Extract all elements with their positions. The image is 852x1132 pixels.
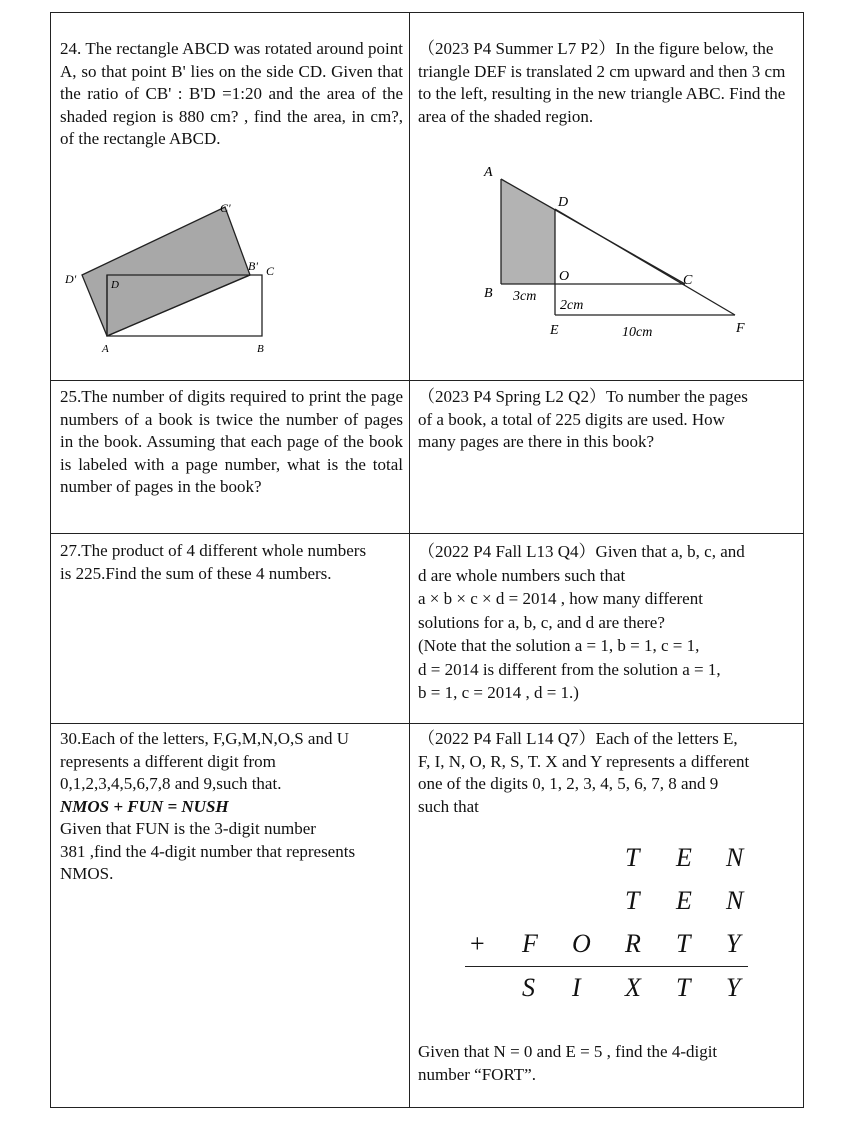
equation: NMOS + FUN = NUSH	[60, 796, 229, 816]
length-3cm: 3cm	[513, 289, 537, 304]
sum-line	[465, 966, 748, 967]
length-10cm: 10cm	[622, 325, 653, 340]
question-2022-fall-14-footer: Given that N = 0 and E = 5 , find the 4-digit number “FORT”.	[418, 1042, 718, 1084]
label-b: B	[484, 286, 493, 301]
label-f: F	[736, 321, 745, 336]
label-b: B	[257, 343, 264, 355]
label-a: A	[484, 165, 493, 180]
label-c-prime: C'	[220, 201, 231, 215]
label-d: D	[111, 279, 119, 291]
label-d-prime: D'	[65, 272, 77, 286]
label-c: C	[683, 273, 693, 288]
question-25-text: 25.The number of digits required to print the page numbers of a book is twice the number of pages in the book. Assuming that each page of the book is labeled with a page number, what is the total number of pages in the book?	[60, 387, 403, 496]
question-24-text: 24. The rectangle ABCD was rotated around point A, so that point B' lies on the side CD. Given that the ratio of CB' : B'D =1:20 and the area of the shaded region is 880 cm? , find the area, in cm?, of the rectangle ABCD.	[60, 39, 403, 148]
label-c: C	[266, 264, 275, 278]
row-divider-1	[50, 380, 804, 381]
question-2022-fall-14-text: （2022 P4 Fall L14 Q7）Each of the letters E, F, I, N, O, R, S, T. X and Y represents a different one of the digits 0, 1, 2, 3, 4, 5, 6, 7, 8 and 9 such that	[418, 729, 750, 816]
question-2022-fall-13-text: （2022 P4 Fall L13 Q4）Given that a, b, c, and d are whole numbers such that a × b × c × d = 2014 , how many different solutions for a, b, c, and d are there? (Note that the solution a = 1, b = 1, c = 1, d = 2014 is different from the solution a = 1, b = 1, c = 2014 , d = 1.)	[418, 542, 745, 702]
label-a: A	[102, 343, 109, 355]
question-2023-summer-text: （2023 P4 Summer L7 P2）In the figure below, the triangle DEF is translated 2 cm upward and then 3 cm to the left, resulting in the new triangle ABC. Find the area of the shaded region.	[418, 39, 786, 126]
length-2cm: 2cm	[560, 298, 584, 313]
label-d: D	[558, 195, 569, 210]
question-30-text: 30.Each of the letters, F,G,M,N,O,S and U represents a different digit from 0,1,2,3,4,5,6,7,8 and 9,such that. NMOS + FUN = NUSH Given that FUN is the 3-digit number 381 ,find the 4-digit number that represents NMOS.	[60, 728, 403, 886]
translated-triangle-figure	[470, 160, 760, 345]
column-divider	[409, 12, 410, 1108]
row-divider-2	[50, 533, 804, 534]
label-e: E	[550, 323, 559, 338]
question-2023-spring-text: （2023 P4 Spring L2 Q2）To number the pages of a book, a total of 225 digits are used. How many pages are there in this book?	[418, 387, 748, 451]
row-divider-3	[50, 723, 804, 724]
label-b-prime: B'	[248, 259, 258, 273]
question-27-text: 27.The product of 4 different whole numbers is 225.Find the sum of these 4 numbers.	[60, 541, 367, 583]
label-o: O	[559, 269, 570, 284]
rotated-rectangle-figure	[60, 195, 290, 360]
